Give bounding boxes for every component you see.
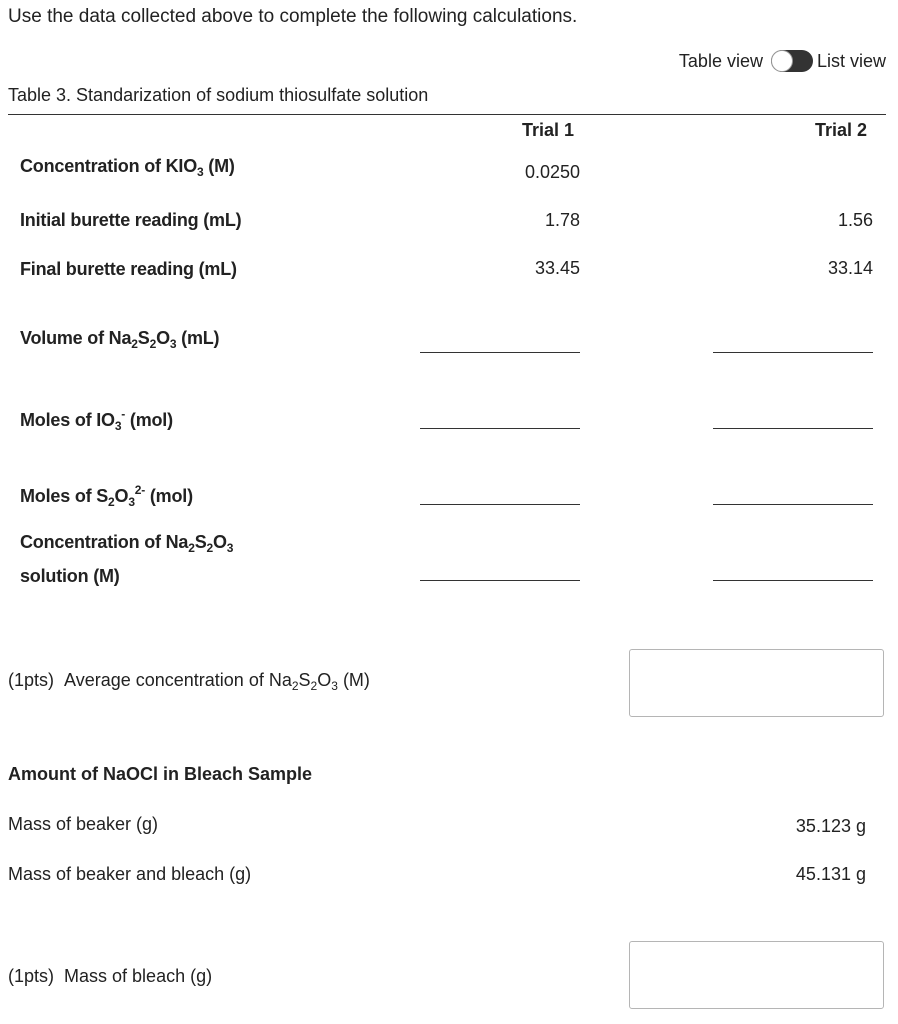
row-label-moles-io3: Moles of $IO_3^-$ (mol) bbox=[20, 407, 173, 433]
mass-beaker-bleach-label: Mass of beaker and bleach (g) bbox=[8, 864, 252, 884]
mass-beaker-value: 35.123 g bbox=[795, 816, 866, 836]
row-label-na2s2o3-concentration: Concentration of $Na_2S_2O_3$ solution (M) bbox=[20, 532, 234, 586]
average-concentration-input[interactable] bbox=[629, 649, 884, 717]
volume-trial-1-input[interactable] bbox=[420, 352, 580, 353]
row-label-moles-s2o3: Moles of $S_2O_3^{2-}$ (mol) bbox=[20, 483, 193, 509]
table-view-label[interactable]: Table view bbox=[678, 50, 763, 71]
mass-bleach-input[interactable] bbox=[629, 941, 884, 1009]
na2s2o3-concentration-trial-2-input[interactable] bbox=[713, 580, 873, 581]
row-label-initial-burette: Initial burette reading (mL) bbox=[20, 210, 242, 230]
na2s2o3-concentration-trial-1-input[interactable] bbox=[420, 580, 580, 581]
instructions-text: Use the data collected above to complete the following calculations. bbox=[8, 6, 578, 27]
table-caption: Table 3. Standarization of sodium thiosulfate solution bbox=[8, 85, 429, 105]
moles-s2o3-trial-2-input[interactable] bbox=[713, 504, 873, 505]
mass-bleach-label: (1pts) Mass of bleach (g) bbox=[8, 966, 213, 986]
volume-trial-2-input[interactable] bbox=[713, 352, 873, 353]
view-toggle bbox=[679, 50, 886, 72]
final-burette-trial-1: 33.45 bbox=[534, 258, 580, 278]
column-header-trial-1: Trial 1 bbox=[522, 120, 575, 140]
final-burette-trial-2: 33.14 bbox=[827, 258, 873, 278]
initial-burette-trial-1: 1.78 bbox=[544, 210, 580, 230]
view-toggle-switch[interactable] bbox=[771, 50, 813, 72]
kio3-concentration-trial-1: 0.0250 bbox=[524, 162, 580, 182]
list-view-label[interactable]: List view bbox=[816, 50, 886, 71]
row-label-volume-na2s2o3: Volume of $Na_2S_2O_3$ (mL) bbox=[20, 328, 220, 351]
moles-s2o3-trial-1-input[interactable] bbox=[420, 504, 580, 505]
column-header-trial-2: Trial 2 bbox=[815, 120, 868, 140]
mass-beaker-bleach-value: 45.131 g bbox=[795, 864, 866, 884]
average-concentration-label: (1pts) Average concentration of $Na_2S_2O_3$ (M) bbox=[8, 670, 370, 693]
table-top-rule bbox=[8, 114, 886, 115]
initial-burette-trial-2: 1.56 bbox=[837, 210, 873, 230]
toggle-knob bbox=[771, 50, 793, 72]
bleach-section-heading: Amount of NaOCl in Bleach Sample bbox=[8, 764, 313, 784]
row-label-kio3-concentration: Concentration of $KIO_3$ (M) bbox=[20, 156, 235, 179]
moles-io3-trial-1-input[interactable] bbox=[420, 428, 580, 429]
moles-io3-trial-2-input[interactable] bbox=[713, 428, 873, 429]
mass-beaker-label: Mass of beaker (g) bbox=[8, 814, 159, 834]
row-label-final-burette: Final burette reading (mL) bbox=[20, 259, 237, 279]
